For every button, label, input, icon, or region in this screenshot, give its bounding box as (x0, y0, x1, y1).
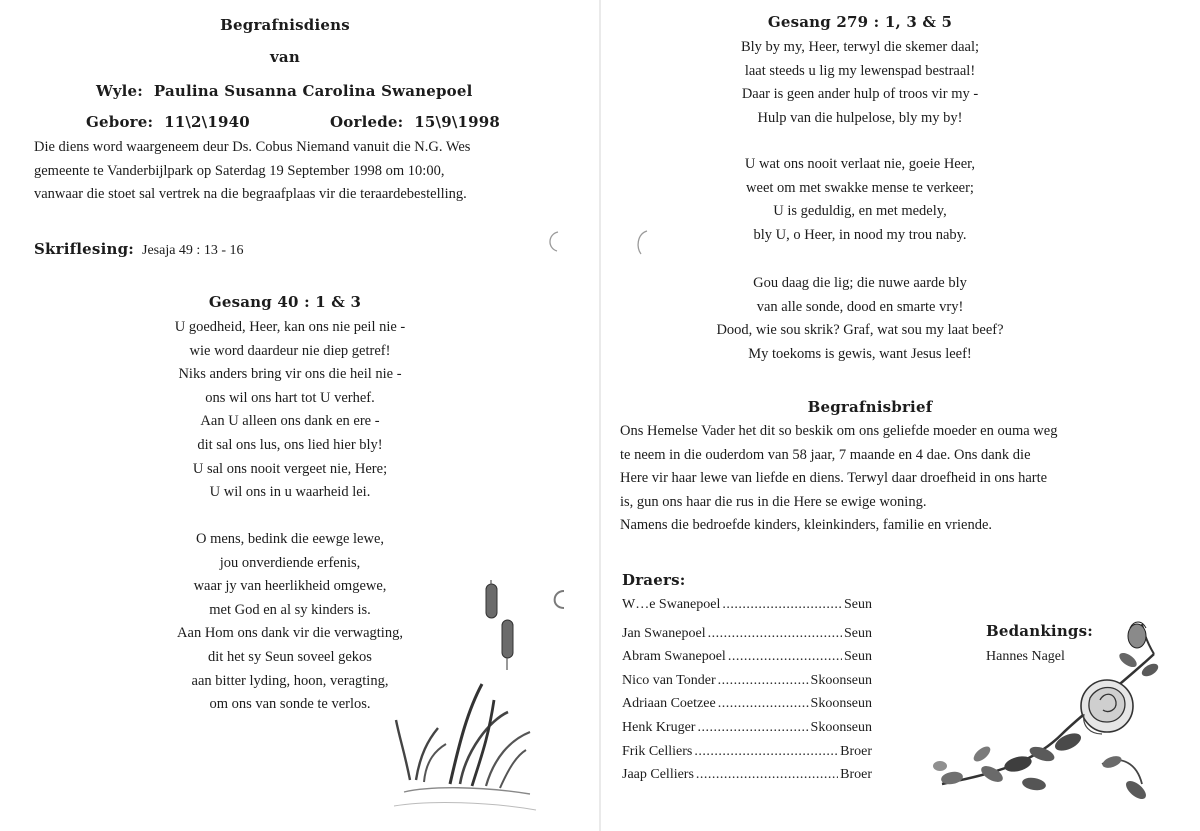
verse-line: U sal ons nooit vergeet nie, Here; (192, 460, 388, 477)
deceased-prefix: Wyle: (96, 82, 144, 100)
verse-line: jou onverdiende erfenis, (219, 554, 361, 571)
bearer-row (622, 622, 872, 646)
deceased-name: Paulina Susanna Carolina Swanepoel (153, 82, 473, 100)
verse-line: weet om met swakke mense te verkeer; (746, 179, 974, 196)
bearer-row (622, 692, 872, 716)
verse-line: om ons van sonde te verlos. (209, 696, 371, 713)
verse-line: Dood, wie sou skrik? Graf, wat sou my laat beef? (716, 322, 1004, 339)
reading-label: Skriflesing: (34, 240, 134, 258)
verse-line: Bly by my, Heer, terwyl die skemer daal; (740, 39, 980, 55)
bearer-relation: Seun (844, 625, 872, 641)
service-title: Begrafnisdiens (220, 16, 350, 34)
bearer-name: Jaap Celliers (622, 767, 694, 783)
dot-leader (696, 763, 838, 787)
bearer-relation: Seun (844, 649, 872, 665)
reading-text: Jesaja 49 : 13 - 16 (142, 243, 244, 258)
verse-line: dit het sy Seun soveel gekos (208, 648, 372, 665)
bearer-name: W…e Swanepoel (622, 597, 721, 612)
van-label: van (270, 48, 300, 66)
letter-body (620, 420, 1057, 538)
bearer-row (622, 740, 872, 764)
verse-line: O mens, bedink die eewge lewe, (195, 531, 385, 547)
deceased-line (96, 82, 473, 100)
bearer-relation: Skoonseun (810, 719, 872, 735)
born-label: Gebore: (86, 113, 154, 131)
bearers-title: Draers: (622, 571, 686, 589)
bearer-name: Nico van Tonder (622, 672, 716, 688)
bearer-relation: Broer (840, 767, 872, 783)
verse-line: met God en al sy kinders is. (209, 601, 371, 618)
hole-mark-icon (548, 588, 572, 612)
bearers-list (622, 593, 872, 787)
bulrush-illustration-icon (390, 580, 540, 825)
letter-line: Namens die bedroefde kinders, kleinkinders, familie en vriende. (620, 517, 993, 533)
bearer-name: Frik Celliers (622, 743, 693, 759)
verse-line: Aan Hom ons dank vir die verwagting, (177, 625, 403, 642)
verse-line: Niks anders bring vir ons die heil nie - (178, 366, 402, 383)
dot-leader (718, 692, 809, 716)
bearer-relation: Skoonseun (810, 672, 872, 688)
dot-leader (728, 645, 842, 669)
thanks-name: Hannes Nagel (986, 649, 1065, 664)
verse-line: laat steeds u lig my lewenspad bestraal! (744, 62, 976, 79)
bearer-row (622, 763, 872, 787)
rose-illustration-icon (922, 614, 1162, 814)
service-details (34, 136, 470, 207)
born-date: 11\2\1940 (164, 113, 250, 131)
bearer-name: Henk Kruger (622, 719, 696, 735)
verse-line: ons wil ons hart tot U verhef. (205, 389, 375, 406)
died-line (330, 113, 500, 131)
bearer-row (622, 716, 872, 740)
verse-line: van alle sonde, dood en smarte vry! (756, 298, 964, 315)
letter-title: Begrafnisbrief (807, 398, 933, 416)
hymn-279-stanza-3 (650, 272, 1070, 366)
bearer-name: Adriaan Coetzee (622, 696, 716, 712)
letter-line: is, gun ons haar die rus in die Here se ewige woning. (620, 493, 927, 510)
died-label: Oorlede: (330, 113, 404, 131)
verse-line: Hulp van die hulpelose, bly my by! (757, 109, 963, 126)
letter-line: te neem in die ouderdom van 58 jaar, 7 maande en 4 dae. Ons dank die (620, 446, 1031, 463)
verse-line: wie word daardeur nie diep getref! (189, 342, 391, 359)
verse-line: U wil ons in u waarheid lei. (209, 484, 371, 501)
verse-line: Aan U alleen ons dank en ere - (200, 413, 380, 430)
born-line (86, 113, 250, 131)
bearer-row (622, 669, 872, 693)
verse-line: U wat ons nooit verlaat nie, goeie Heer, (744, 156, 976, 172)
hole-mark-icon (632, 228, 652, 256)
right-page (600, 0, 1200, 831)
bearer-name: Jan Swanepoel (622, 625, 706, 641)
verse-line: dit sal ons lus, ons lied hier bly! (197, 436, 383, 453)
verse-line: waar jy van heerlikheid omgewe, (193, 578, 387, 595)
dot-leader (708, 622, 842, 646)
hymn-40-stanza-1 (40, 316, 540, 505)
hymn-279-stanza-1 (650, 36, 1070, 130)
verse-line: Daar is geen ander hulp of troos vir my - (741, 86, 979, 103)
service-line: vanwaar die stoet sal vertrek na die begraafplaas vir die teraardebestelling. (34, 186, 467, 202)
service-line: gemeente te Vanderbijlpark op Saterdag 19 September 1998 om 10:00, (34, 162, 445, 179)
service-line: Die diens word waargeneem deur Ds. Cobus Niemand vanuit die N.G. Wes (34, 139, 471, 155)
verse-line: aan bitter lyding, hoon, veragting, (191, 672, 389, 689)
bearer-row (622, 645, 872, 669)
thanks-title: Bedankings: (986, 622, 1094, 640)
bearer-name: Abram Swanepoel (622, 649, 726, 665)
verse-line: bly U, o Heer, in nood my trou naby. (753, 226, 967, 243)
verse-line: U is geduldig, en met medely, (773, 203, 947, 220)
hymn-279-title: Gesang 279 : 1, 3 & 5 (767, 13, 953, 31)
verse-line: U goedheid, Heer, kan ons nie peil nie - (174, 319, 406, 335)
bearer-row (622, 593, 872, 617)
verse-line: Gou daag die lig; die nuwe aarde bly (753, 275, 967, 291)
hymn-279-stanza-2 (650, 153, 1070, 247)
hole-mark-icon (544, 230, 562, 254)
bearer-relation: Skoonseun (810, 696, 872, 712)
letter-line: Here vir haar lewe van liefde en diens. Terwyl daar droefheid in ons harte (620, 470, 1048, 486)
bearer-relation: Seun (844, 597, 872, 612)
verse-line: My toekoms is gewis, want Jesus leef! (748, 345, 972, 362)
hymn-40-title: Gesang 40 : 1 & 3 (208, 293, 362, 311)
dot-leader (722, 593, 842, 617)
reading-line (34, 240, 243, 259)
died-date: 15\9\1998 (414, 113, 501, 131)
letter-line: Ons Hemelse Vader het dit so beskik om ons geliefde moeder en ouma weg (620, 423, 1058, 439)
dot-leader (694, 740, 838, 764)
dot-leader (697, 716, 808, 740)
bearer-relation: Broer (840, 743, 872, 759)
dot-leader (718, 669, 809, 693)
